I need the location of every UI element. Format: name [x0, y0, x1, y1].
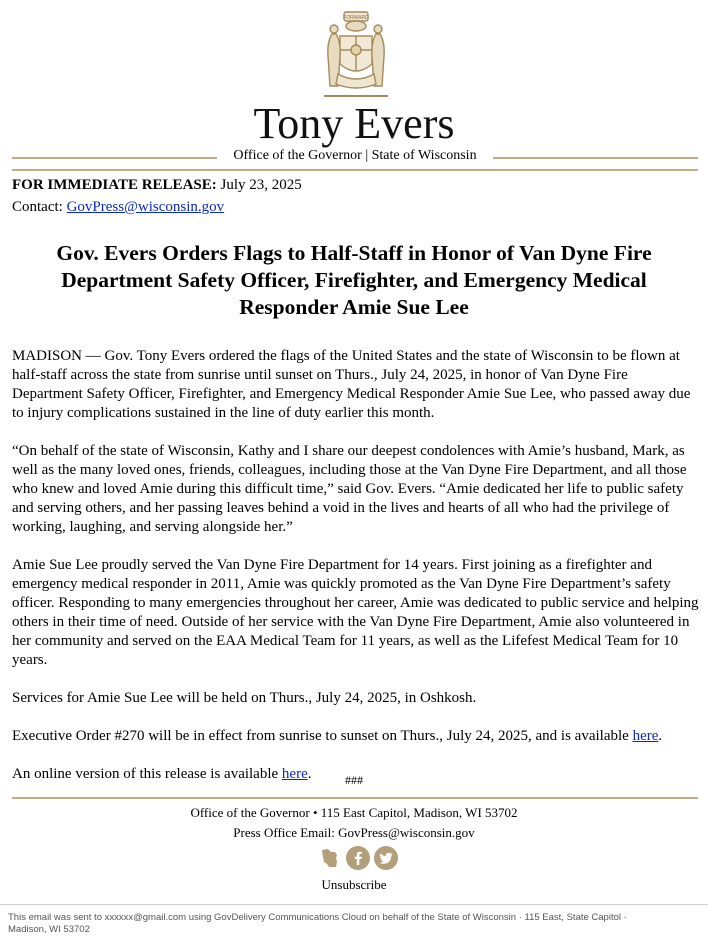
- twitter-icon[interactable]: [374, 846, 398, 870]
- social-links: [318, 846, 398, 870]
- body-paragraph-4: Services for Amie Sue Lee will be held on Thurs., July 24, 2025, in Oshkosh.: [12, 690, 477, 706]
- executive-order-end: .: [658, 728, 663, 744]
- executive-order-link[interactable]: here: [632, 728, 659, 744]
- seal-motto: FORWARD: [343, 15, 369, 21]
- body-paragraph-1: MADISON — Gov. Tony Evers ordered the flags of the United States and the state of Wisconsin to be flown at half-staff across the state from sunrise until sunset on Thurs., July 24, 2025, in honor of Van Dyne Fire Department Safety Officer, Firefighter, and Emergency Medical Responder Amie Sue Lee, who passed away due to injury complications sustained in the line of duty earlier this month.: [12, 348, 691, 421]
- headline: Gov. Evers Orders Flags to Half-Staff in Honor of Van Dyne Fire Department Safety Officer, Firefighter, and Emergency Medical Responder Amie Sue Lee: [56, 241, 652, 319]
- release-date: July 23, 2025: [220, 177, 302, 193]
- footer-divider: [12, 797, 698, 799]
- release-meta: [12, 174, 302, 218]
- online-version-link[interactable]: here: [281, 766, 308, 782]
- executive-order-text: Executive Order #270 will be in effect from sunrise to sunset on Thurs., July 24, 2025, and is available: [12, 728, 633, 744]
- online-version-text: An online version of this release is available: [12, 766, 282, 782]
- body-paragraph-5: [12, 727, 702, 746]
- governor-name: Tony Evers: [253, 99, 455, 148]
- online-version-end: .: [307, 766, 312, 782]
- wisconsin-state-icon[interactable]: [318, 846, 342, 870]
- header-divider: [12, 169, 698, 171]
- release-line: [12, 174, 302, 196]
- delivery-disclaimer: This email was sent to xxxxxx@gmail.com using GovDelivery Communications Cloud on behalf of the State of Wisconsin · 115 East, State Capitol · Madison, WI 53702: [8, 912, 627, 935]
- contact-email-link[interactable]: GovPress@wisconsin.gov: [66, 199, 225, 215]
- contact-label: Contact:: [12, 199, 63, 215]
- facebook-icon[interactable]: [346, 846, 370, 870]
- disclaimer-divider: [0, 904, 708, 905]
- release-label: FOR IMMEDIATE RELEASE:: [12, 177, 217, 193]
- office-subtitle: Office of the Governor | State of Wisconsin: [233, 148, 477, 163]
- subtitle-rule-right: [493, 157, 698, 159]
- body-paragraph-3: Amie Sue Lee proudly served the Van Dyne Fire Department for 14 years. First joining as a firefighter and emergency medical responder in 2011, Amie was quickly promoted as the Van Dyne Fire Department’s safety officer. Responding to many emergencies throughout her career, Amie was dedicated to public service and helping others in their time of need. Outside of her service with the Van Dyne Fire Department, Amie also volunteered in her community and served on the EAA Medical Team for 11 years, as well as the Lifefest Medical Team for 10 years.: [12, 557, 699, 668]
- wisconsin-seal-icon: [310, 10, 402, 102]
- end-marker: ###: [345, 773, 363, 787]
- header-subtitle-row: [12, 146, 698, 166]
- release-body: [12, 347, 702, 803]
- footer-email: Press Office Email: GovPress@wisconsin.gov: [233, 825, 475, 840]
- unsubscribe-link[interactable]: Unsubscribe: [321, 877, 387, 892]
- footer-address: Office of the Governor • 115 East Capitol, Madison, WI 53702: [190, 805, 518, 820]
- contact-line: [12, 196, 302, 218]
- body-paragraph-2: “On behalf of the state of Wisconsin, Kathy and I share our deepest condolences with Amie’s husband, Mark, as well as the many loved ones, friends, colleagues, including those at the Van Dyne Fire Department, and all those who knew and loved Amie during this difficult time,” said Gov. Evers. “Amie dedicated her life to public safety and serving others, and her passing leaves behind a void in the lives and hearts of all who had the privilege of working, laughing, and serving alongside her.”: [12, 443, 687, 535]
